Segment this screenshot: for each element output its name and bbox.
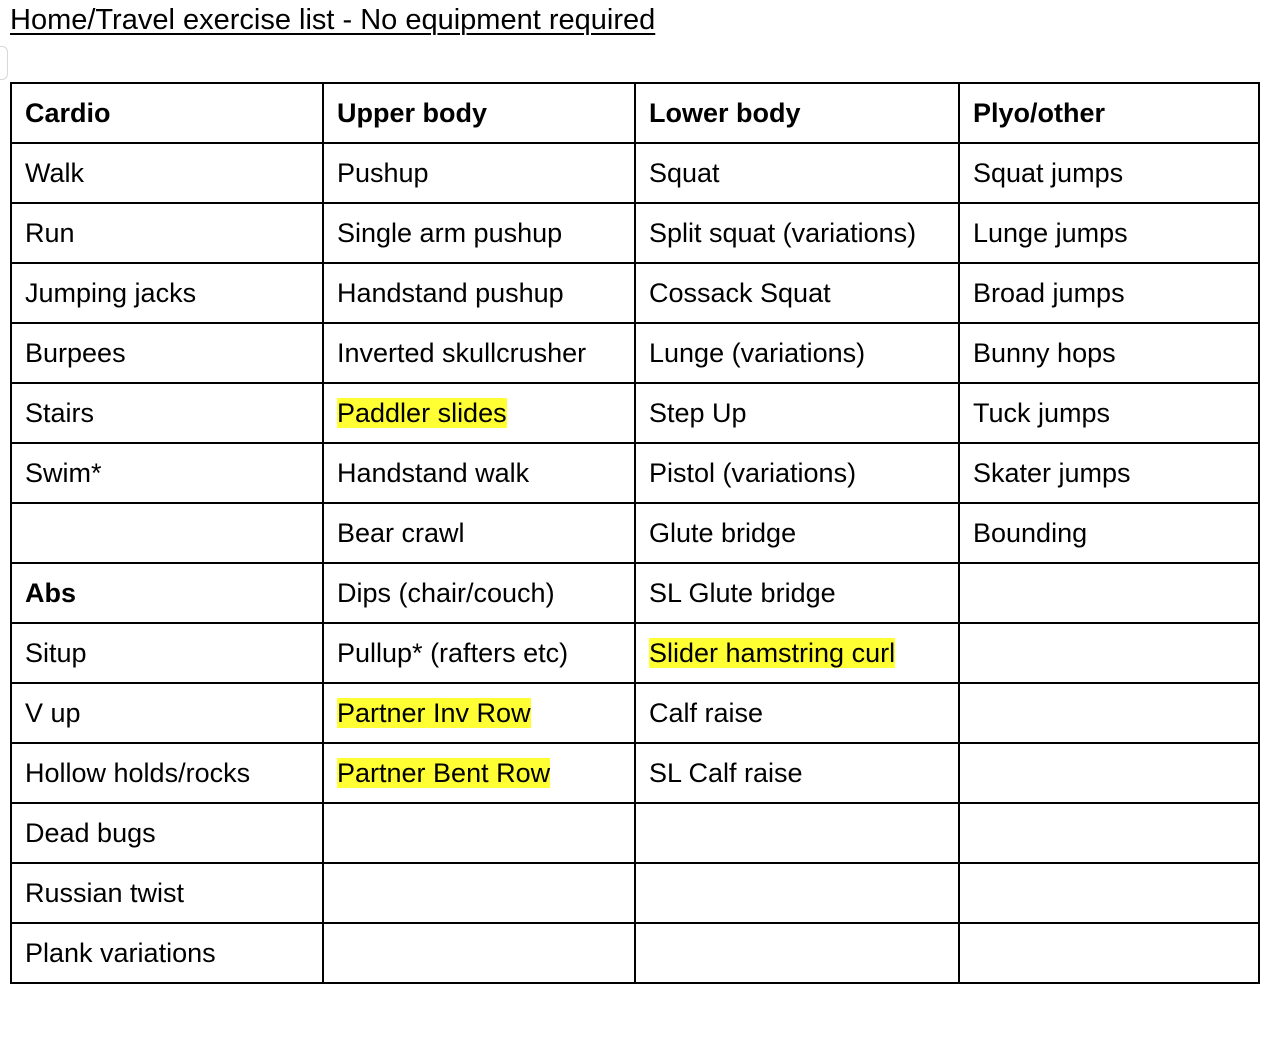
table-cell-cardio[interactable] — [11, 803, 323, 863]
table-cell-plyo-other[interactable] — [959, 923, 1259, 983]
exercise-text: SL Glute bridge — [649, 578, 836, 608]
exercise-text: Russian twist — [25, 878, 185, 908]
table-row — [11, 923, 1259, 983]
table-cell-plyo-other[interactable] — [959, 323, 1259, 383]
table-cell-upper-body[interactable] — [323, 203, 635, 263]
exercise-text: Inverted skullcrusher — [337, 338, 587, 368]
table-cell-lower-body[interactable] — [635, 203, 959, 263]
exercise-text: Glute bridge — [649, 518, 797, 548]
table-row — [11, 263, 1259, 323]
table-cell-lower-body[interactable] — [635, 263, 959, 323]
table-cell-cardio[interactable] — [11, 443, 323, 503]
table-row — [11, 503, 1259, 563]
highlighted-exercise-text: Partner Inv Row — [337, 698, 531, 728]
exercise-text: Handstand pushup — [337, 278, 564, 308]
exercise-table-body — [11, 83, 1259, 983]
table-cell-cardio[interactable] — [11, 143, 323, 203]
table-cell-plyo-other[interactable] — [959, 563, 1259, 623]
exercise-text: Broad jumps — [973, 278, 1125, 308]
table-cell-cardio[interactable] — [11, 503, 323, 563]
table-cell-plyo-other[interactable] — [959, 743, 1259, 803]
table-cell-plyo-other[interactable] — [959, 863, 1259, 923]
table-row — [11, 203, 1259, 263]
table-cell-plyo-other[interactable] — [959, 503, 1259, 563]
header-plyo-other: Plyo/other — [959, 83, 1259, 143]
table-cell-lower-body[interactable] — [635, 563, 959, 623]
table-cell-upper-body[interactable] — [323, 563, 635, 623]
table-cell-upper-body[interactable] — [323, 743, 635, 803]
exercise-text: Plank variations — [25, 938, 216, 968]
table-cell-plyo-other[interactable] — [959, 623, 1259, 683]
highlighted-exercise-text: Partner Bent Row — [337, 758, 551, 788]
exercise-text: Squat jumps — [973, 158, 1124, 188]
header-upper-body: Upper body — [323, 83, 635, 143]
table-cell-lower-body[interactable] — [635, 623, 959, 683]
table-row — [11, 743, 1259, 803]
exercise-text: Stairs — [25, 398, 95, 428]
exercise-text: Dead bugs — [25, 818, 156, 848]
table-cell-upper-body[interactable] — [323, 683, 635, 743]
table-cell-plyo-other[interactable] — [959, 263, 1259, 323]
table-row — [11, 143, 1259, 203]
table-cell-cardio[interactable] — [11, 563, 323, 623]
table-cell-cardio[interactable] — [11, 263, 323, 323]
table-cell-lower-body[interactable] — [635, 683, 959, 743]
table-cell-upper-body[interactable] — [323, 863, 635, 923]
table-cell-plyo-other[interactable] — [959, 383, 1259, 443]
table-cell-lower-body[interactable] — [635, 323, 959, 383]
exercise-text: Bounding — [973, 518, 1088, 548]
table-cell-cardio[interactable] — [11, 323, 323, 383]
exercise-text: Squat — [649, 158, 720, 188]
table-cell-upper-body[interactable] — [323, 383, 635, 443]
exercise-text: Pushup — [337, 158, 429, 188]
exercise-text: Situp — [25, 638, 87, 668]
exercise-text: Burpees — [25, 338, 126, 368]
table-cell-lower-body[interactable] — [635, 143, 959, 203]
document-title: Home/Travel exercise list - No equipment required — [10, 4, 656, 36]
exercise-text: Cossack Squat — [649, 278, 831, 308]
table-cell-cardio[interactable] — [11, 683, 323, 743]
exercise-text: Abs — [25, 578, 77, 608]
comment-margin-marker — [0, 46, 8, 80]
exercise-text: Walk — [25, 158, 84, 188]
table-cell-upper-body[interactable] — [323, 443, 635, 503]
exercise-text: Calf raise — [649, 698, 764, 728]
table-header-row — [11, 83, 1259, 143]
table-cell-lower-body[interactable] — [635, 923, 959, 983]
table-cell-lower-body[interactable] — [635, 383, 959, 443]
table-row — [11, 383, 1259, 443]
exercise-text: Run — [25, 218, 75, 248]
exercise-text: Single arm pushup — [337, 218, 563, 248]
table-cell-cardio[interactable] — [11, 623, 323, 683]
table-cell-upper-body[interactable] — [323, 923, 635, 983]
exercise-text: Handstand walk — [337, 458, 530, 488]
table-cell-cardio[interactable] — [11, 383, 323, 443]
exercise-text: Swim* — [25, 458, 102, 488]
exercise-text: SL Calf raise — [649, 758, 803, 788]
table-cell-plyo-other[interactable] — [959, 683, 1259, 743]
table-cell-cardio[interactable] — [11, 923, 323, 983]
highlighted-exercise-text: Paddler slides — [337, 398, 507, 428]
table-row — [11, 623, 1259, 683]
table-cell-lower-body[interactable] — [635, 803, 959, 863]
table-row — [11, 563, 1259, 623]
exercise-text: Jumping jacks — [25, 278, 197, 308]
table-cell-upper-body[interactable] — [323, 263, 635, 323]
exercise-text: Skater jumps — [973, 458, 1131, 488]
table-cell-cardio[interactable] — [11, 203, 323, 263]
table-cell-lower-body[interactable] — [635, 743, 959, 803]
highlighted-exercise-text: Slider hamstring curl — [649, 638, 896, 668]
header-cardio: Cardio — [11, 83, 323, 143]
table-cell-cardio[interactable] — [11, 863, 323, 923]
table-cell-upper-body[interactable] — [323, 143, 635, 203]
header-lower-body: Lower body — [635, 83, 959, 143]
table-row — [11, 443, 1259, 503]
exercise-text: Hollow holds/rocks — [25, 758, 251, 788]
exercise-text: Pistol (variations) — [649, 458, 857, 488]
table-cell-plyo-other[interactable] — [959, 803, 1259, 863]
table-row — [11, 683, 1259, 743]
table-cell-plyo-other[interactable] — [959, 443, 1259, 503]
table-cell-cardio[interactable] — [11, 743, 323, 803]
table-cell-lower-body[interactable] — [635, 863, 959, 923]
table-cell-upper-body[interactable] — [323, 323, 635, 383]
table-cell-upper-body[interactable] — [323, 803, 635, 863]
exercise-text: Bunny hops — [973, 338, 1116, 368]
table-cell-upper-body[interactable] — [323, 503, 635, 563]
table-row — [11, 323, 1259, 383]
exercise-text: Lunge jumps — [973, 218, 1128, 248]
table-row — [11, 863, 1259, 923]
exercise-text: Tuck jumps — [973, 398, 1111, 428]
exercise-text: V up — [25, 698, 81, 728]
exercise-table — [10, 82, 1260, 984]
table-cell-lower-body[interactable] — [635, 503, 959, 563]
exercise-text: Split squat (variations) — [649, 218, 917, 248]
exercise-text: Dips (chair/couch) — [337, 578, 555, 608]
exercise-text: Pullup* (rafters etc) — [337, 638, 569, 668]
table-cell-upper-body[interactable] — [323, 623, 635, 683]
table-row — [11, 803, 1259, 863]
table-cell-plyo-other[interactable] — [959, 143, 1259, 203]
table-cell-plyo-other[interactable] — [959, 203, 1259, 263]
exercise-text: Step Up — [649, 398, 747, 428]
exercise-text: Bear crawl — [337, 518, 465, 548]
table-cell-lower-body[interactable] — [635, 443, 959, 503]
exercise-text: Lunge (variations) — [649, 338, 866, 368]
